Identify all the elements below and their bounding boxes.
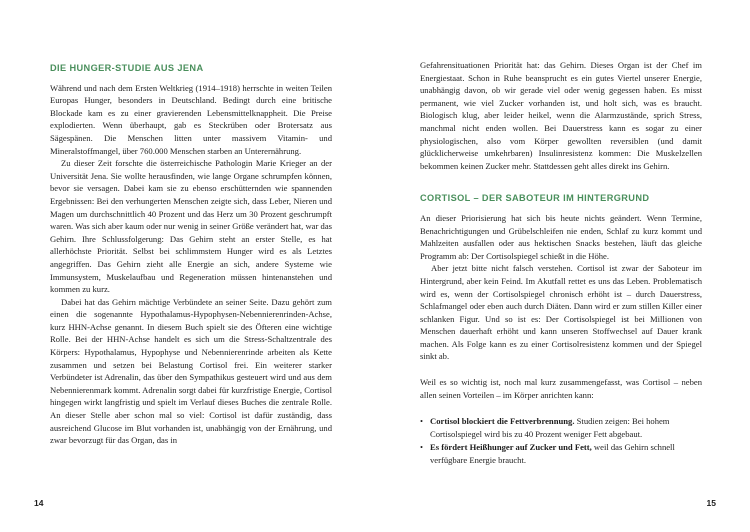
page-number: 15 <box>706 498 716 508</box>
list-item-text: weil das Gehirn schnell verfügbare Energie braucht. <box>430 442 675 466</box>
paragraph: An dieser Priorisierung hat sich bis heute nichts geändert. Wenn Termine, Benachrichtigungen und Grübelschleifen nie enden, Schlaf zu kurz kommt und Mahlzeiten ausfallen oder aus hektischen Snacks bestehen, läuft das gleiche Programm ab: Der Cortisolspiegel schießt in die Höhe. <box>420 212 702 261</box>
left-text-column <box>50 62 332 447</box>
paragraph: Während und nach dem Ersten Weltkrieg (1914–1918) herrschte in weiten Teilen Europas Hunger, besonders in Deutschland. Bedingt durch eine britische Blockade kam es zu einer gravierenden Lebensmittelknappheit. Die Preise explodierten. Wenn überhaupt, gab es Steckrüben oder Brotersatz aus Sägespänen. Die Menschen litten unter massivem Vitamin- und Mineralstoffmangel, über 760.000 Menschen starben an Unterernährung. <box>50 82 332 156</box>
list-item-bold: Es fördert Heißhunger auf Zucker und Fett, <box>430 442 592 453</box>
list-item <box>420 441 702 466</box>
list-item <box>420 415 702 440</box>
paragraph: Dabei hat das Gehirn mächtige Verbündete an seiner Seite. Dazu gehört zum einen die sogenannte Hypothalamus-Hypophysen-Nebennierenrinden-Achse, kurz HHN-Achse genannt. In diesem Buch spielt sie des Öfteren eine wichtige Rolle. Bei der HHN-Achse handelt es sich um die Stress-Schaltzentrale des Körpers: Hypothalamus, Hypophyse und Nebennierenrinde arbeiten als Kette zusammen und setzen bei Belastung Cortisol frei. Ein weiterer starker Verbündeter ist Adrenalin, das über den Sympathikus gesteuert wird und aus dem Nebennierenmark kommt. Adrenalin sorgt dabei für kurzfristige Energie, Cortisol hingegen wirkt langfristig und spielt im Verlauf dieses Buches die zentrale Rolle. An dieser Stelle aber schon mal so viel: Cortisol ist dafür zuständig, dass ausreichend Glucose im Blut vorhanden ist, unabhängig von der Ernährung, und zwar bevorzugt für das Organ, das in <box>50 296 332 446</box>
paragraph: Weil es so wichtig ist, noch mal kurz zusammengefasst, was Cortisol – neben allen seinen Vorteilen – im Körper anrichten kann: <box>420 377 702 400</box>
right-text-column <box>420 59 702 468</box>
bullet-list <box>420 415 702 466</box>
page-number: 14 <box>34 498 44 508</box>
paragraph: Aber jetzt bitte nicht falsch verstehen. Cortisol ist zwar der Saboteur im Hintergrund, aber kein Feind. Im Akutfall rettet es uns das Leben. Problematisch wird es, wenn der Cortisolspiegel chronisch erhöht ist – durch Dauerstress, Schlafmangel oder eben auch durch Diäten. Dann wird er zum stillen Killer einer schlanken Figur. Und so ist es: Der Cortisolspiegel ist bei Millionen von Menschen dauerhaft erhöht und kann unseren Stoffwechsel auf Dauer krank machen. Als Folge kann es zu einer Cortisolresistenz kommen und der Spiegel sinkt ab. <box>420 263 702 362</box>
right-page <box>375 0 750 532</box>
list-item-bold: Cortisol blockiert die Fettverbrennung. <box>430 416 575 427</box>
paragraph: Gefahrensituationen Priorität hat: das Gehirn. Dieses Organ ist der Chef im Energiestaat. Schon in Ruhe beansprucht es ein gutes Viertel unserer Energie, unabhängig davon, ob wir gerade viel oder wenig gegessen haben. Es misst permanent, wie viel Zucker vorhanden ist, und holt sich, was es braucht. Biologisch klug, aber leider heikel, wenn die Alarmzustände, sprich Stress, manchmal nicht enden wollen. Bei Dauerstress kann es sogar zu einer physiologischen, also vom Körper gewollten reversiblen (und damit glücklicherweise umkehrbaren) Insulinresistenz kommen: Die Muskelzellen bekommen keinen Zucker mehr. Stattdessen geht alles direkt ins Gehirn. <box>420 60 702 171</box>
section-heading-hunger-study: DIE HUNGER-STUDIE AUS JENA <box>50 63 204 73</box>
list-item-text: Studien zeigen: Bei hohem Cortisolspiegel wird bis zu 40 Prozent weniger Fett abgebaut. <box>430 416 670 439</box>
paragraph: Zu dieser Zeit forschte die österreichische Pathologin Marie Krieger an der Universität Jena. Sie wollte herausfinden, wie lange Organe schrumpfen können, bevor sie versagen. Dabei kam sie zu ebenso erschütternden wie spannenden Ergebnissen: Bei den verhungerten Menschen zeigte sich, dass Leber, Nieren und Magen um durchschnittlich 40 Prozent und das Herz um 30 Prozent geschrumpft waren. Was sich aber kaum oder nur wenig in seiner Größe verändert hat, war das Gehirn. Ihre Schlussfolgerung: Das Gehirn steht an erster Stelle, es hat allerhöchste Priorität. Selbst bei schlimmstem Hunger wird es als Letztes angegriffen. Das Gehirn zieht alle Energie an sich, andere Systeme wie Immunsystem, Muskelaufbau und Regeneration müssen hintenanstehen und kommen zu kurz. <box>50 158 332 295</box>
section-heading-cortisol: CORTISOL – DER SABOTEUR IM HINTERGRUND <box>420 193 650 204</box>
